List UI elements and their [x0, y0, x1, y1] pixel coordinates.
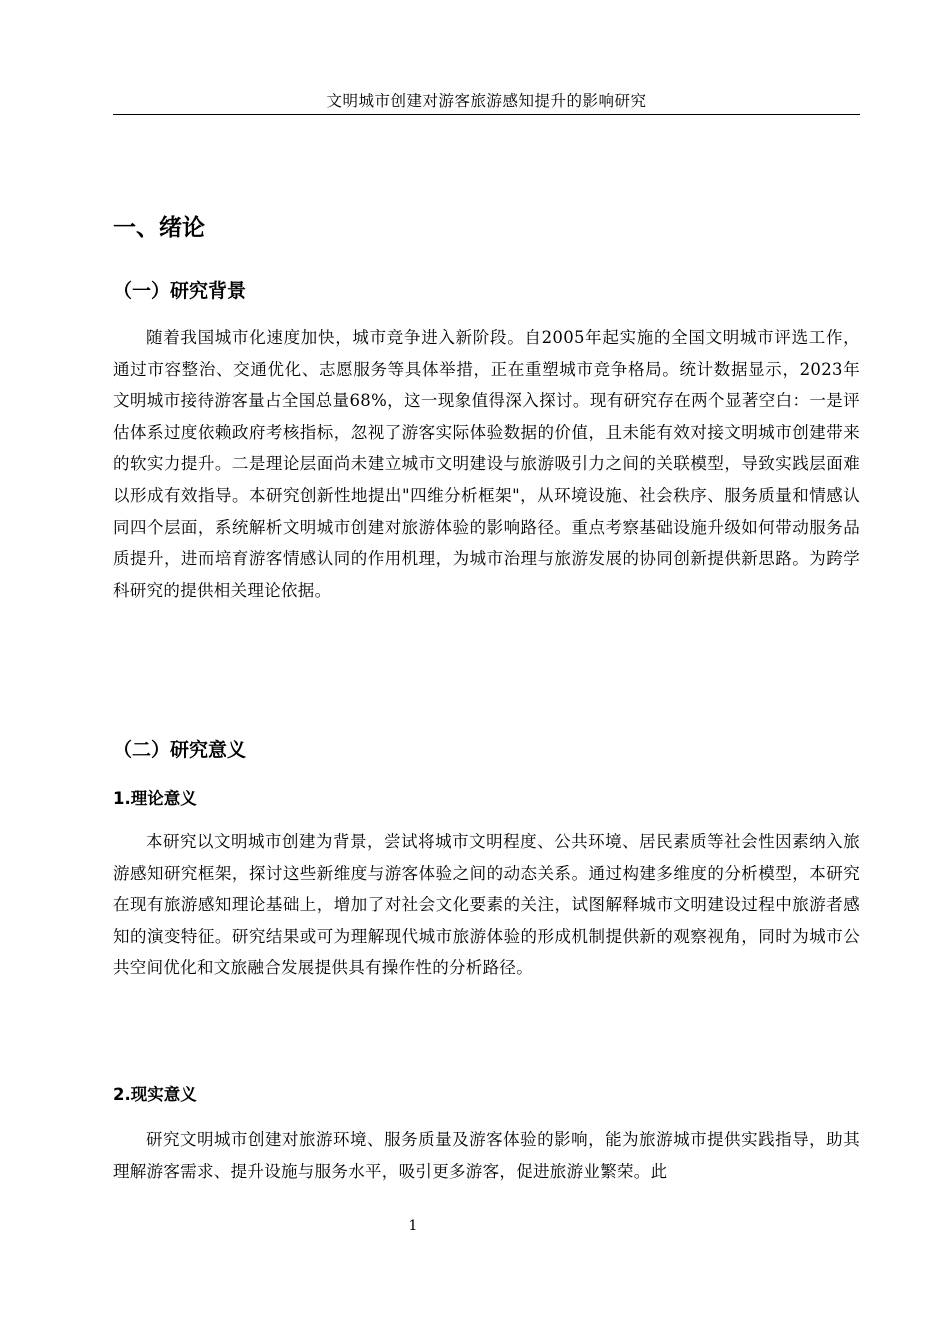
- subsection-title-theory: 1.理论意义: [113, 789, 197, 808]
- practice-paragraph: 研究文明城市创建对旅游环境、服务质量及游客体验的影响，能为旅游城市提供实践指导，助其理解游客需求、提升设施与服务水平，吸引更多游客，促进旅游业繁荣。此: [113, 1130, 860, 1181]
- header-divider: [113, 114, 860, 115]
- section-title-significance: （二）研究意义: [113, 739, 247, 761]
- subsection-title-practice: 2.现实意义: [113, 1085, 197, 1104]
- theory-paragraph: 本研究以文明城市创建为背景，尝试将城市文明程度、公共环境、居民素质等社会性因素纳入旅游感知研究框架，探讨这些新维度与游客体验之间的动态关系。通过构建多维度的分析模型，本研究在现有旅游感知理论基础上，增加了对社会文化要素的关注，试图解释城市文明建设过程中旅游者感知的演变特征。研究结果或可为理解现代城市旅游体验的形成机制提供新的观察视角，同时为城市公共空间优化和文旅融合发展提供具有操作性的分析路径。: [113, 832, 860, 978]
- chapter-title: 一、绪论: [113, 215, 205, 241]
- page-number: 1: [408, 1218, 418, 1234]
- running-header-title: 文明城市创建对游客旅游感知提升的影响研究: [326, 92, 647, 110]
- section-title-background: （一）研究背景: [113, 280, 247, 302]
- background-paragraph: 随着我国城市化速度加快，城市竞争进入新阶段。自2005年起实施的全国文明城市评选工作，通过市容整治、交通优化、志愿服务等具体举措，正在重塑城市竞争格局。统计数据显示，2023年文明城市接待游客量占全国总量68%，这一现象值得深入探讨。现有研究存在两个显著空白：一是评估体系过度依赖政府考核指标，忽视了游客实际体验数据的价值，且未能有效对接文明城市创建带来的软实力提升。二是理论层面尚未建立城市文明建设与旅游吸引力之间的关联模型，导致实践层面难以形成有效指导。本研究创新性地提出"四维分析框架"，从环境设施、社会秩序、服务质量和情感认同四个层面，系统解析文明城市创建对旅游体验的影响路径。重点考察基础设施升级如何带动服务品质提升，进而培育游客情感认同的作用机理，为城市治理与旅游发展的协同创新提供新思路。为跨学科研究的提供相关理论依据。: [113, 328, 860, 600]
